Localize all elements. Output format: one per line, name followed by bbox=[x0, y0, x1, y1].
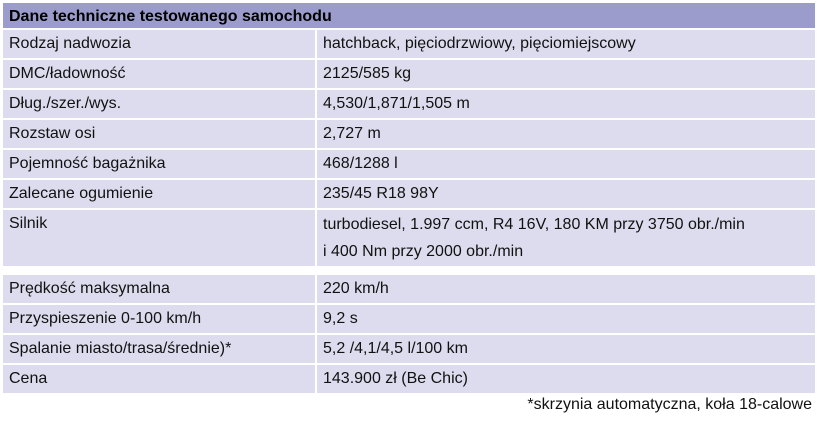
row-label-wheelbase: Rozstaw osi bbox=[3, 120, 315, 148]
row-value-gvw: 2125/585 kg bbox=[317, 60, 815, 88]
row-value-engine bbox=[317, 210, 815, 266]
table-row bbox=[3, 150, 815, 180]
engine-line-2: i 400 Nm przy 2000 obr./min bbox=[323, 243, 524, 260]
row-value-top-speed: 220 km/h bbox=[317, 275, 815, 303]
row-value-tires: 235/45 R18 98Y bbox=[317, 180, 815, 208]
table-row bbox=[3, 30, 815, 60]
table-row bbox=[3, 180, 815, 210]
row-label-body-type: Rodzaj nadwozia bbox=[3, 30, 315, 58]
table-row bbox=[3, 120, 815, 150]
row-label-fuel: Spalanie miasto/trasa/średnie)* bbox=[3, 335, 315, 363]
row-label-top-speed: Prędkość maksymalna bbox=[3, 275, 315, 303]
engine-line-1: turbodiesel, 1.997 ccm, R4 16V, 180 KM przy 3750 obr./min bbox=[323, 216, 745, 233]
row-value-dimensions: 4,530/1,871/1,505 m bbox=[317, 90, 815, 118]
row-label-tires: Zalecane ogumienie bbox=[3, 180, 315, 208]
table-row bbox=[3, 335, 815, 365]
row-value-price: 143.900 zł (Be Chic) bbox=[317, 365, 815, 393]
table-row bbox=[3, 90, 815, 120]
row-value-wheelbase: 2,727 m bbox=[317, 120, 815, 148]
row-value-acceleration: 9,2 s bbox=[317, 305, 815, 333]
row-value-trunk: 468/1288 l bbox=[317, 150, 815, 178]
table-row bbox=[3, 210, 815, 268]
table-row bbox=[3, 365, 815, 395]
row-value-fuel: 5,2 /4,1/4,5 l/100 km bbox=[317, 335, 815, 363]
table-row bbox=[3, 305, 815, 335]
table-row bbox=[3, 275, 815, 305]
spec-table bbox=[3, 3, 815, 395]
row-label-dimensions: Dług./szer./wys. bbox=[3, 90, 315, 118]
table-spacer bbox=[3, 268, 815, 275]
row-label-gvw: DMC/ładowność bbox=[3, 60, 315, 88]
table-title: Dane techniczne testowanego samochodu bbox=[3, 3, 815, 30]
table-row bbox=[3, 60, 815, 90]
row-label-trunk: Pojemność bagażnika bbox=[3, 150, 315, 178]
row-label-price: Cena bbox=[3, 365, 315, 393]
row-label-acceleration: Przyspieszenie 0-100 km/h bbox=[3, 305, 315, 333]
row-label-engine: Silnik bbox=[3, 210, 315, 266]
row-value-body-type: hatchback, pięciodrzwiowy, pięciomiejscowy bbox=[317, 30, 815, 58]
footnote: *skrzynia automatyczna, koła 18-calowe bbox=[527, 396, 812, 413]
